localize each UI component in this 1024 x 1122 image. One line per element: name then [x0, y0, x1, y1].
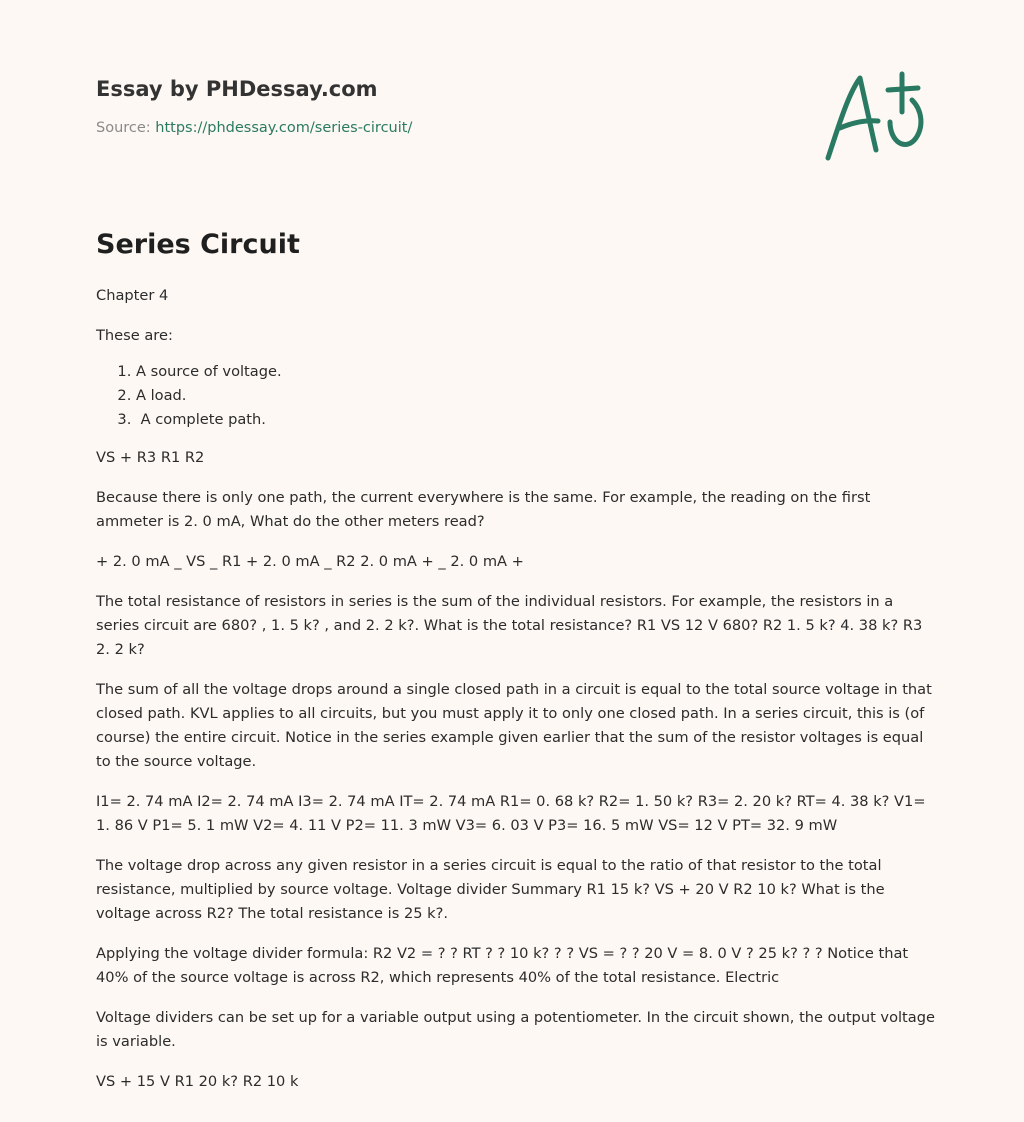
paragraph: Voltage dividers can be set up for a variable output using a potentiometer. In the circuit shown, the output voltage is variable.: [96, 1009, 935, 1050]
list-item: 1. A source of voltage.: [136, 360, 936, 384]
essay-title: Series Circuit: [96, 229, 300, 260]
list-item: 2. A load.: [136, 384, 936, 408]
paragraph: VS + R3 R1 R2: [96, 449, 205, 466]
paragraph: Applying the voltage divider formula: R2 V2 = ? ? RT ? ? 10 k? ? ? VS = ? ? 20 V = 8. 0 V ? 25 k? ? ? Notice that 40% of the source voltage is across R2, which represents 40% of the total resistance. Electric: [96, 945, 909, 986]
paragraph: I1= 2. 74 mA I2= 2. 74 mA I3= 2. 74 mA IT= 2. 74 mA R1= 0. 68 k? R2= 1. 50 k? R3= 2. 20 k? RT= 4. 38 k? V1= 1. 86 V P1= 5. 1 mW V2= 4. 11 V P2= 11. 3 mW V3= 6. 03 V P3= 16. 5 mW VS= 12 V PT= 32. 9 mW: [96, 793, 926, 834]
paragraph: VS + 15 V R1 20 k? R2 10 k: [96, 1073, 299, 1090]
paragraph: Because there is only one path, the current everywhere is the same. For example, the reading on the first ammeter is 2. 0 mA, What do the other meters read?: [96, 489, 871, 530]
paragraph: The total resistance of resistors in series is the sum of the individual resistors. For example, the resistors in a series circuit are 680? , 1. 5 k? , and 2. 2 k?. What is the total resistance? R1 VS 12 V 680? R2 1. 5 k? 4. 38 k? R3 2. 2 k?: [96, 593, 923, 658]
list-item: 3. A complete path.: [136, 408, 936, 432]
essay-content: [96, 226, 936, 1110]
requirements-list: [96, 360, 936, 432]
source-line: [96, 120, 928, 136]
source-link[interactable]: https://phdessay.com/series-circuit/: [155, 120, 413, 136]
chapter-label: Chapter 4: [96, 287, 169, 304]
page-header: [96, 74, 928, 136]
source-label: Source:: [96, 120, 151, 136]
paragraph: + 2. 0 mA _ VS _ R1 + 2. 0 mA _ R2 2. 0 mA + _ 2. 0 mA +: [96, 553, 524, 570]
paragraph: The sum of all the voltage drops around a single closed path in a circuit is equal to the total source voltage in that closed path. KVL applies to all circuits, but you must apply it to only one closed path. In a series circuit, this is (of course) the entire circuit. Notice in the series example given earlier that the sum of the resistor voltages is equal to the source voltage.: [96, 681, 932, 770]
list-intro: These are:: [96, 327, 173, 344]
site-title: Essay by PHDessay.com: [96, 77, 378, 101]
a-plus-grade-icon: [820, 66, 930, 166]
paragraph: The voltage drop across any given resistor in a series circuit is equal to the ratio of that resistor to the total resistance, multiplied by source voltage. Voltage divider Summary R1 15 k? VS + 20 V R2 10 k? What is the voltage across R2? The total resistance is 25 k?.: [96, 857, 885, 922]
